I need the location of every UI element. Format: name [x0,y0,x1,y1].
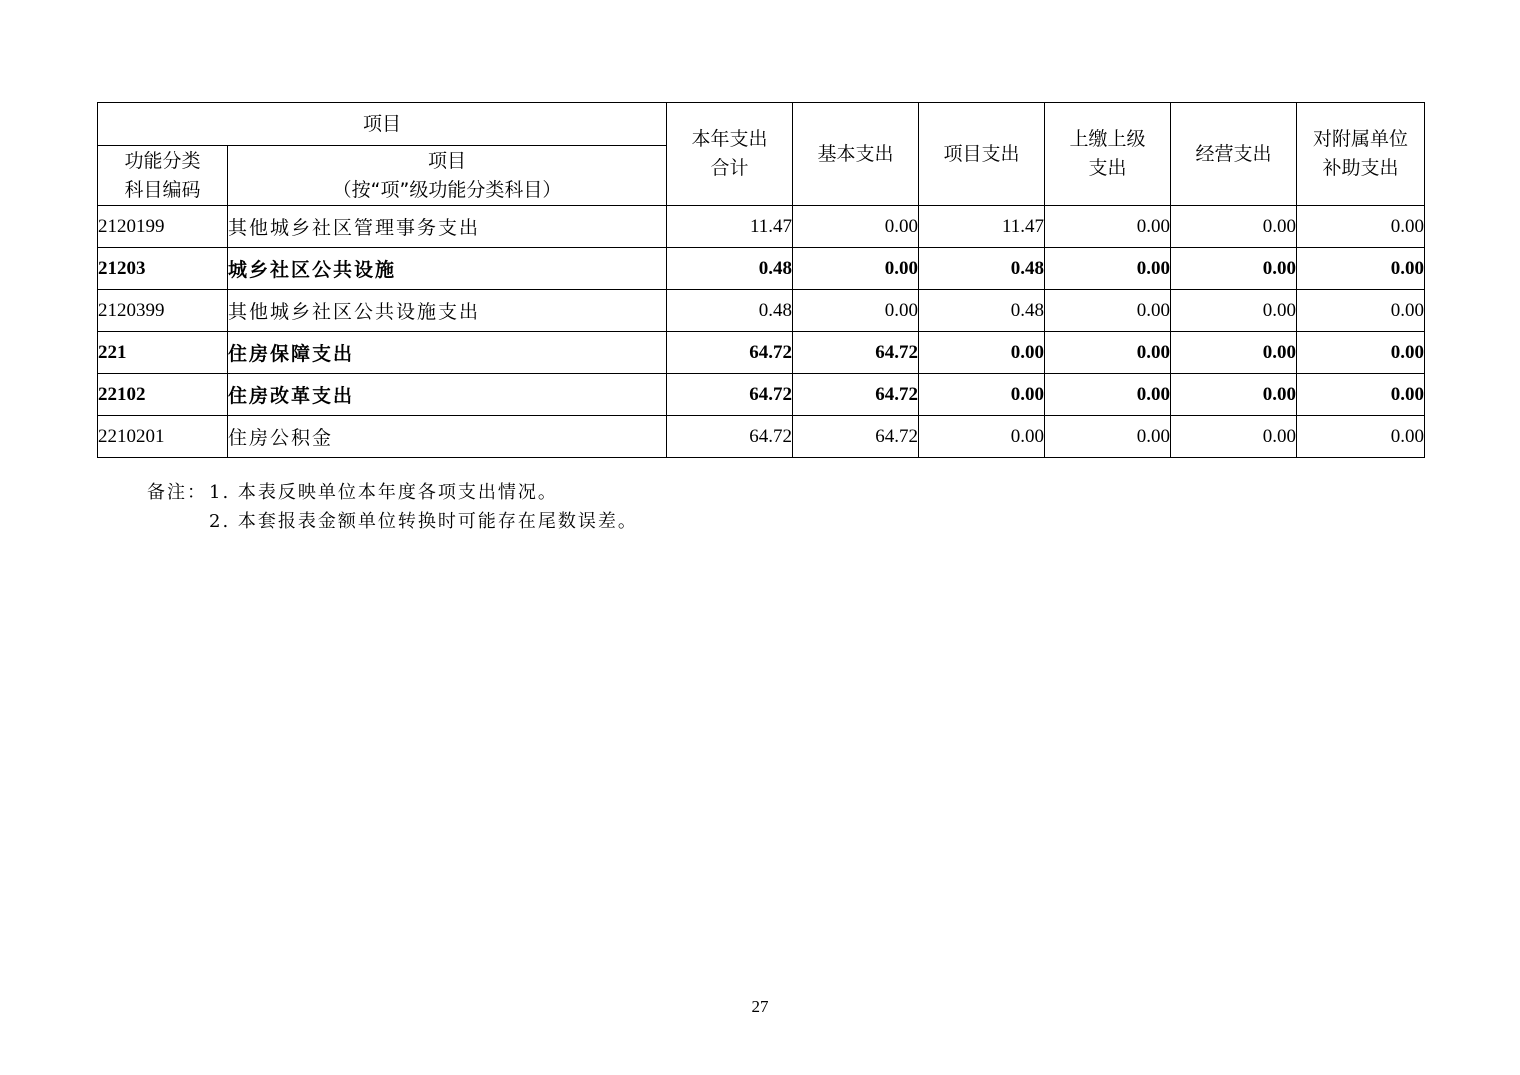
header-upper-line2: 支出 [1088,157,1127,179]
header-code [98,146,228,206]
row-upper: 0.00 [1045,374,1171,416]
row-basic: 0.00 [793,290,919,332]
row-operating: 0.00 [1171,248,1297,290]
header-operating: 经营支出 [1171,103,1297,206]
row-project: 0.00 [919,374,1045,416]
header-upper [1045,103,1171,206]
row-total: 64.72 [667,374,793,416]
table-row [98,374,1425,416]
row-upper: 0.00 [1045,248,1171,290]
row-basic: 64.72 [793,332,919,374]
row-name: 其他城乡社区管理事务支出 [228,206,667,248]
row-code: 22102 [98,374,228,416]
row-operating: 0.00 [1171,206,1297,248]
row-operating: 0.00 [1171,290,1297,332]
row-subsidy: 0.00 [1297,206,1425,248]
row-code: 2120399 [98,290,228,332]
header-total-line2: 合计 [710,157,749,179]
row-basic: 0.00 [793,248,919,290]
row-upper: 0.00 [1045,290,1171,332]
row-basic: 0.00 [793,206,919,248]
header-item-line2: （按“项”级功能分类科目） [332,178,562,201]
header-total-line1: 本年支出 [691,128,768,150]
note-item: 2. 本套报表金额单位转换时可能存在尾数误差。 [209,511,638,532]
row-subsidy: 0.00 [1297,248,1425,290]
row-code: 2210201 [98,416,228,458]
table-row [98,416,1425,458]
row-operating: 0.00 [1171,374,1297,416]
note-line-2 [147,507,638,536]
notes-label: 备注： [147,482,207,503]
row-project: 11.47 [919,206,1045,248]
table-row [98,290,1425,332]
row-project: 0.00 [919,332,1045,374]
header-basic: 基本支出 [793,103,919,206]
row-project: 0.48 [919,248,1045,290]
header-item-group: 项目 [98,103,667,146]
table-row [98,206,1425,248]
header-subsidy-line1: 对附属单位 [1313,128,1409,150]
row-name: 住房改革支出 [228,374,667,416]
header-project: 项目支出 [919,103,1045,206]
note-item: 1. 本表反映单位本年度各项支出情况。 [209,482,558,503]
table-row [98,332,1425,374]
row-basic: 64.72 [793,374,919,416]
row-total: 64.72 [667,416,793,458]
table-row [98,248,1425,290]
row-project: 0.00 [919,416,1045,458]
row-code: 221 [98,332,228,374]
row-subsidy: 0.00 [1297,332,1425,374]
header-item-line1: 项目 [428,149,467,172]
row-total: 11.47 [667,206,793,248]
header-item-name [228,146,667,206]
row-total: 64.72 [667,332,793,374]
row-code: 2120199 [98,206,228,248]
row-total: 0.48 [667,290,793,332]
row-name: 其他城乡社区公共设施支出 [228,290,667,332]
expenditure-table [97,102,1425,458]
row-name: 住房公积金 [228,416,667,458]
header-total [667,103,793,206]
page-number: 27 [751,997,769,1016]
row-code: 21203 [98,248,228,290]
note-line-1 [147,478,638,507]
row-basic: 64.72 [793,416,919,458]
row-operating: 0.00 [1171,416,1297,458]
row-project: 0.48 [919,290,1045,332]
row-total: 0.48 [667,248,793,290]
header-subsidy [1297,103,1425,206]
row-name: 住房保障支出 [228,332,667,374]
row-subsidy: 0.00 [1297,416,1425,458]
header-upper-line1: 上缴上级 [1069,128,1146,150]
row-operating: 0.00 [1171,332,1297,374]
header-code-line2: 科目编码 [124,178,201,201]
row-subsidy: 0.00 [1297,290,1425,332]
row-name: 城乡社区公共设施 [228,248,667,290]
row-upper: 0.00 [1045,206,1171,248]
row-upper: 0.00 [1045,416,1171,458]
row-subsidy: 0.00 [1297,374,1425,416]
header-code-line1: 功能分类 [124,149,201,172]
row-upper: 0.00 [1045,332,1171,374]
notes [147,478,638,536]
header-subsidy-line2: 补助支出 [1322,157,1399,179]
